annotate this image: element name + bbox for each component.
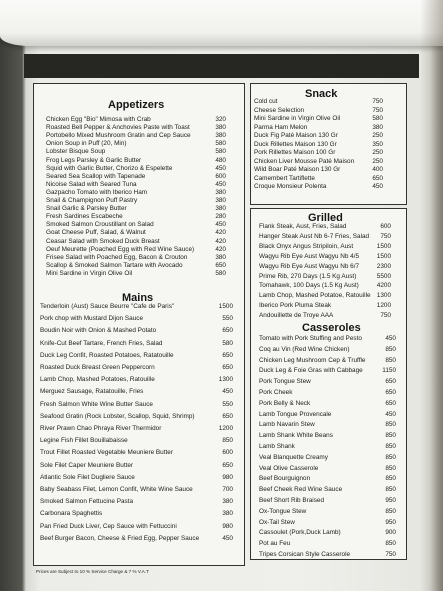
menu-item-name: Flank Steak, Aust, Fries, Salad: [259, 223, 347, 230]
menu-item-name: Andouillette de Troye AAA: [259, 312, 334, 320]
menu-item-name: Coq au Vin (Red Wine Chicken): [259, 345, 350, 353]
menu-item-name: Beef Short Rib Braised: [259, 497, 325, 504]
menu-item-name: Chicken Leg Mushroom Cep & Truffle: [259, 356, 366, 364]
menu-item-price: 980: [222, 473, 233, 481]
menu-item-price: 650: [385, 389, 396, 396]
menu-item-price: 650: [385, 378, 396, 386]
menu-item-name: Frog Legs Parsley & Garlic Butter: [46, 156, 142, 164]
menu-item-price: 380: [215, 188, 226, 196]
menu-item-name: Portobello Mixed Mushroom Gratin and Cep Sauce: [46, 132, 191, 140]
menu-item-price: 950: [385, 518, 396, 526]
menu-item-name: Gazpacho Tomato with Iberico Ham: [46, 188, 148, 196]
menu-item-price: 4200: [376, 282, 391, 290]
menu-item-name: Seafood Gratin (Rock Lobster, Scallop, Squid, Shrimp): [40, 412, 195, 420]
menu-item-price: 380: [215, 132, 226, 140]
menu-item-name: Black Onyx Angus Stripiloin, Aust: [259, 242, 354, 250]
menu-item-name: Ox-Tail Stew: [259, 518, 295, 526]
menu-item-name: Cassoulet (Pork,Duck Lamb): [259, 529, 341, 537]
top-band: [24, 54, 419, 78]
menu-item-name: Beef Cheek Red Wine Sauce: [259, 486, 343, 494]
menu-item-price: 380: [222, 510, 233, 518]
menu-item-name: Tripes Corsican Style Casserole: [259, 551, 351, 558]
snack-title: Snack: [305, 88, 338, 100]
menu-item-price: 380: [222, 498, 233, 506]
menu-item-price: 320: [215, 116, 226, 123]
menu-item-name: Parma Ham Melon: [254, 123, 308, 131]
menu-item-name: Chicken Liver Mousse Paté Maison: [254, 157, 355, 165]
menu-item-price: 1200: [218, 425, 233, 432]
menu-item-price: 850: [385, 464, 396, 472]
menu-item-name: Lamb Chop, Mashed Potatoe, Ratouille: [259, 292, 371, 300]
menu-item-name: Wagyu Rib Eye Aust Wagyu Nb 4/5: [259, 252, 360, 260]
menu-item-price: 580: [215, 148, 226, 156]
menu-item-name: Pan Fried Duck Liver, Cep Sauce with Fettuccini: [40, 522, 177, 530]
menu-item-name: Prime Rib, 270 Days (1.5 Kg Aust): [259, 272, 357, 280]
menu-item-name: Veal Blanquette Creamy: [259, 453, 328, 461]
menu-item-name: Snail Garlic & Parsley Butter: [46, 205, 127, 213]
menu-item-price: 850: [385, 486, 396, 494]
menu-item-price: 450: [222, 388, 233, 396]
menu-item-price: 600: [222, 449, 233, 457]
menu-item-price: 1300: [218, 376, 233, 384]
menu-item-name: Fresh Salmon White Wine Butter Sauce: [40, 400, 153, 408]
menu-item-price: 380: [215, 124, 226, 132]
menu-item-name: Seared Sea Scallop with Tapenade: [46, 172, 146, 180]
menu-item-price: 450: [222, 534, 233, 542]
menu-item-name: Wild Boar Paté Maison 130 Gr: [254, 166, 341, 173]
menu-item-name: Pork chop with Mustard Dijon Sauce: [40, 315, 144, 323]
menu-item-name: Snail & Champignon Puff Pastry: [46, 197, 138, 204]
menu-item-price: 1500: [376, 242, 391, 250]
menu-item-name: Trout Fillet Roasted Vegetable Meuniere Butter: [40, 449, 173, 457]
menu-item-price: 650: [222, 461, 233, 469]
menu-item-price: 400: [372, 166, 383, 173]
menu-item-price: 550: [222, 315, 233, 323]
casseroles-title: Casseroles: [302, 322, 361, 334]
menu-item-name: Lamb Navarin Stew: [259, 421, 315, 429]
menu-item-price: 250: [372, 132, 383, 139]
menu-item-price: 420: [215, 237, 226, 245]
menu-item-price: 650: [222, 364, 233, 371]
appetizers-title: Appetizers: [108, 99, 165, 111]
menu-item-name: Tenderloin (Aust) Sauce Beurre "Cafe de Paris": [40, 303, 175, 310]
menu-item-name: Hanger Steak Aust Nb 6-7 Fries, Salad: [259, 232, 370, 240]
menu-item-price: 420: [215, 245, 226, 253]
menu-item-name: Lamb Chop, Mashed Potatoes, Ratouille: [40, 376, 155, 384]
menu-item-price: 350: [372, 140, 383, 148]
menu-item-name: Squid with Garlic Butter, Chorizo & Espelette: [46, 164, 173, 172]
menu-item-price: 1300: [376, 292, 391, 300]
menu-item-price: 850: [385, 453, 396, 461]
menu-item-name: Mini Sardine in Virgin Olive Oil: [46, 269, 133, 277]
menu-item-price: 950: [385, 497, 396, 504]
menu-item-name: Boudin Noir with Onion & Mashed Potato: [40, 327, 157, 335]
menu-item-price: 450: [215, 221, 226, 229]
menu-item-price: 850: [385, 443, 396, 450]
menu-item-price: 250: [372, 157, 383, 165]
menu-item-name: Cold cut: [254, 98, 278, 105]
menu-item-price: 750: [380, 232, 391, 240]
menu-item-price: 650: [222, 351, 233, 359]
menu-item-price: 850: [385, 432, 396, 440]
menu-item-price: 550: [222, 400, 233, 408]
menu-item-price: 850: [385, 421, 396, 429]
menu-item-name: Veal Olive Casserole: [259, 464, 319, 472]
menu-item-name: Pork Rillettes Maison 100 Gr: [254, 149, 336, 156]
menu-item-price: 850: [385, 345, 396, 353]
menu-item-price: 600: [215, 172, 226, 180]
menu-item-name: Roasted Duck Breast Green Peppercorn: [40, 364, 155, 371]
menu-item-price: 1150: [382, 367, 396, 375]
menu-item-name: Sole Filet Caper Meuniere Butter: [40, 461, 134, 469]
menu-item-price: 750: [372, 98, 383, 105]
menu-item-price: 650: [385, 399, 396, 407]
menu-item-price: 450: [215, 164, 226, 172]
menu-item-name: Smoked Salmon Fettucine Pasta: [40, 498, 134, 506]
menu-item-name: Croque Monsieur Polenta: [254, 183, 327, 190]
menu-item-price: 650: [222, 327, 233, 335]
menu-item-price: 650: [222, 412, 233, 420]
menu-item-price: 750: [372, 106, 383, 114]
menu-item-price: 480: [215, 156, 226, 164]
menu-item-price: 420: [215, 229, 226, 237]
mains-title: Mains: [122, 292, 154, 304]
menu-item-name: Goat Cheese Puff, Salad, & Walnut: [46, 229, 146, 237]
menu-item-price: 700: [222, 486, 233, 493]
menu-item-name: Lamb Shank: [259, 443, 295, 450]
menu-item-name: Carbonara Spaghettis: [40, 510, 103, 518]
menu-item-name: Tomahawk, 100 Days (1.5 Kg Aust): [259, 282, 359, 290]
menu-item-name: Camembert Tartiflette: [254, 174, 315, 182]
menu-item-price: 1200: [376, 302, 391, 310]
menu-item-name: Cheese Selection: [254, 106, 305, 114]
menu-item-name: Duck Rillettes Maison 130 Gr: [254, 140, 337, 148]
menu-item-name: Beef Bourguignon: [259, 475, 311, 483]
menu-item-price: 1500: [376, 252, 391, 260]
menu-item-name: Smoked Salmon Croustillant on Salad: [46, 221, 154, 229]
menu-item-name: Lamb Tongue Provencale: [259, 410, 332, 418]
menu-item-name: Pot au Feu: [259, 540, 291, 548]
menu-item-name: Wagyu Rib Eye Aust Wagyu Nb 6/7: [259, 262, 360, 270]
menu-item-price: 380: [215, 205, 226, 213]
menu-item-price: 450: [385, 335, 396, 342]
page-curl: [0, 0, 443, 46]
menu-item-price: 380: [372, 123, 383, 131]
menu-item-name: Duck Fig Paté Maison 130 Gr: [254, 132, 338, 139]
menu-item-name: Lamb Shank White Beans: [259, 432, 333, 440]
menu-item-name: Iberico Pork Pluma Steak: [259, 302, 332, 310]
menu-item-price: 5500: [376, 272, 391, 280]
menu-item-name: Frisee Salad with Poached Egg, Bacon & Crouton: [46, 253, 188, 261]
menu-item-price: 650: [215, 261, 226, 269]
menu-item-name: Knife-Cut Beef Tartare, French Fries, Salad: [40, 339, 163, 347]
menu-item-name: Baby Seabass Filet, Lemon Confit, White Wine Sauce: [40, 486, 193, 493]
menu-item-price: 980: [222, 522, 233, 530]
menu-item-price: 280: [215, 213, 226, 221]
menu-item-price: 580: [222, 339, 233, 347]
menu-item-price: 850: [385, 475, 396, 483]
menu-item-price: 1500: [218, 303, 233, 310]
footer-note: Prices are Subject to 10 % Service Charge & 7 % V.A.T: [36, 569, 149, 574]
menu-item-price: 580: [372, 115, 383, 122]
menu-item-price: 250: [372, 149, 383, 156]
page-shadow: [420, 0, 443, 591]
menu-item-name: Tomato with Pork Stuffing and Pesto: [259, 335, 362, 342]
menu-item-name: Ceasar Salad with Smoked Duck Breast: [46, 237, 160, 245]
menu-item-price: 650: [372, 174, 383, 182]
menu-item-price: 380: [215, 197, 226, 204]
menu-item-name: Scallop & Smoked Salmon Tartare with Avocado: [46, 261, 183, 269]
menu-item-name: Legine Fish Fillet Bouillabaisse: [40, 437, 128, 445]
menu-item-price: 580: [215, 269, 226, 277]
menu-item-price: 450: [385, 410, 396, 418]
menu-item-price: 450: [215, 180, 226, 188]
menu-item-name: Ox-Tongue Stew: [259, 507, 307, 515]
menu-item-price: 850: [385, 507, 396, 515]
menu-item-price: 600: [380, 223, 391, 230]
menu-item-name: Pork Belly & Neck: [259, 399, 311, 407]
menu-item-name: Lobster Bisque Soup: [46, 148, 106, 156]
grilled-title: Grilled: [308, 212, 343, 224]
menu-item-name: Pork Cheek: [259, 389, 293, 396]
menu-item-name: River Prawn Chao Phraya River Thermidor: [40, 425, 162, 432]
menu-item-price: 850: [222, 437, 233, 445]
menu-item-name: Beef Burger Bacon, Cheese & Fried Egg, Pepper Sauce: [40, 534, 200, 542]
menu-item-name: Duck Leg Confit, Roasted Potatoes, Ratatouille: [40, 351, 174, 359]
menu-item-price: 2300: [376, 262, 391, 270]
menu-item-price: 850: [385, 540, 396, 548]
menu-item-price: 580: [215, 140, 226, 148]
menu-item-name: Onion Soup in Puff (20, Min): [46, 140, 127, 148]
menu-item-name: Duck Leg & Foie Gras with Cabbage: [259, 367, 363, 375]
menu-item-name: Merguez Sausage, Ratatouille, Fries: [40, 388, 144, 396]
menu-item-name: Pork Tongue Stew: [259, 378, 311, 386]
menu-item-name: Atlantic Sole Filet Dugliere Sauce: [40, 473, 135, 481]
menu-item-price: 750: [380, 312, 391, 320]
menu-item-name: Oeuf Meurette (Poached Egg with Red Wine Sauce): [46, 245, 195, 253]
menu-item-name: Nicoise Salad with Seared Tuna: [46, 180, 137, 188]
menu-item-name: Roasted Bell Pepper & Anchovies Paste with Toast: [46, 124, 190, 132]
menu-item-price: 380: [215, 253, 226, 261]
menu-item-price: 900: [385, 529, 396, 537]
menu-item-name: Fresh Sardines Escabeche: [46, 213, 123, 221]
menu-item-price: 450: [372, 183, 383, 190]
menu-item-name: Mini Sardine in Virgin Olive Oil: [254, 115, 341, 122]
menu-item-price: 750: [385, 551, 396, 558]
menu-item-name: Chicken Egg "Bio" Mimosa with Crab: [46, 116, 151, 123]
menu-item-price: 850: [385, 356, 396, 364]
